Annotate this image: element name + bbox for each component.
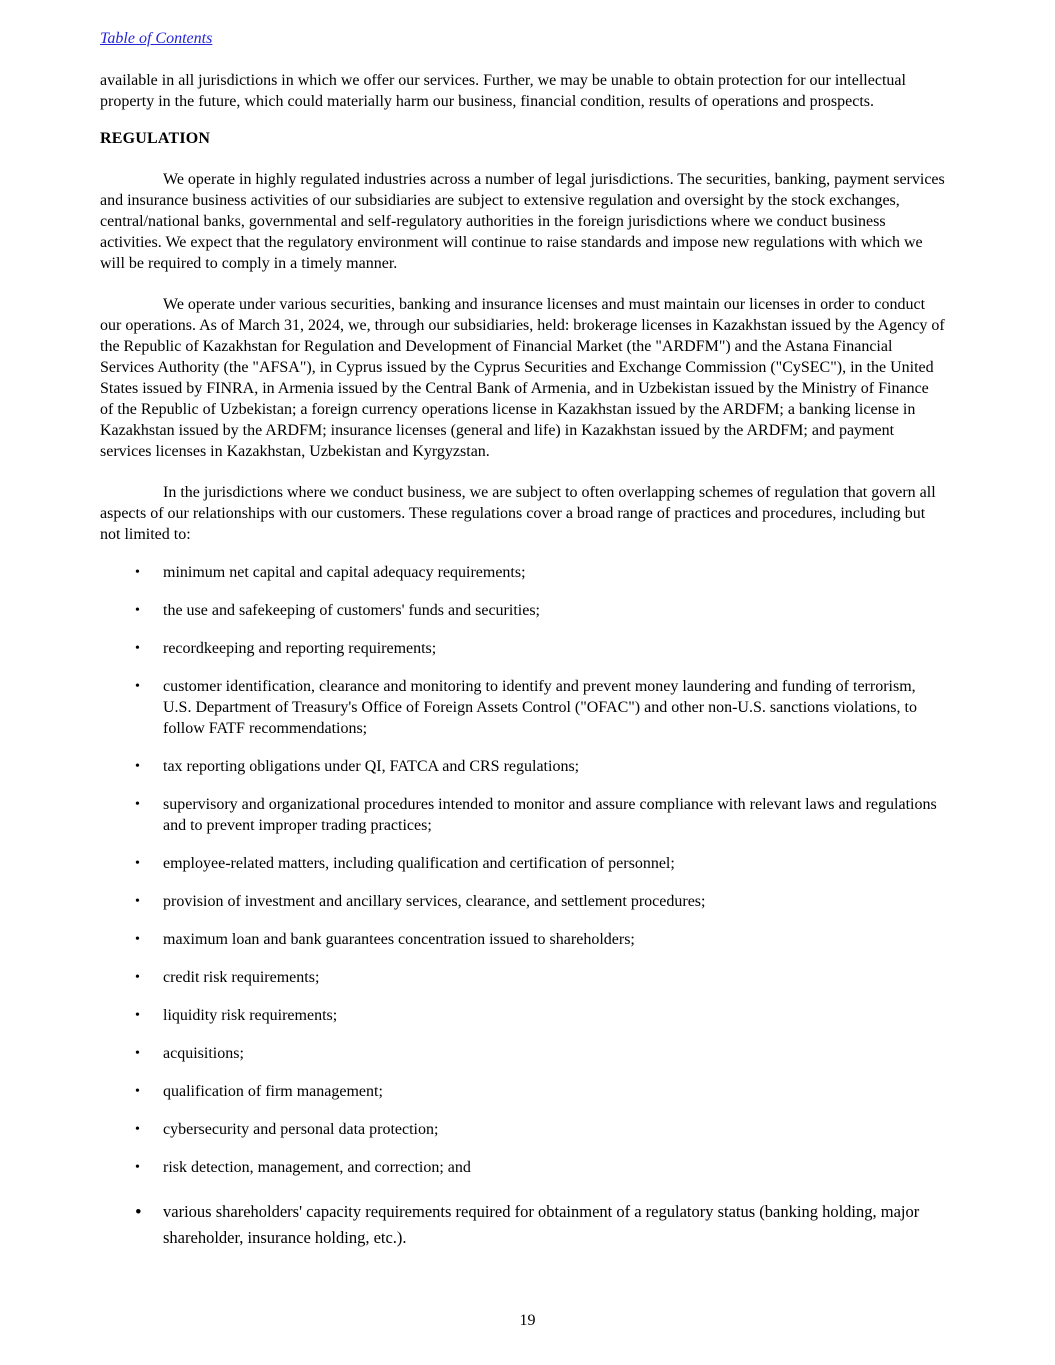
bullet-list-item xyxy=(100,853,945,874)
bullet-list-item xyxy=(100,929,945,950)
bullet-icon: • xyxy=(135,641,140,656)
bullet-icon: • xyxy=(135,932,140,947)
bullet-text: employee-related matters, including qualification and certification of personnel; xyxy=(163,855,675,872)
page-number: 19 xyxy=(519,1312,536,1329)
bullet-list-item xyxy=(100,794,945,836)
bullet-text: maximum loan and bank guarantees concentration issued to shareholders; xyxy=(163,931,635,948)
bullet-list-item xyxy=(100,562,945,583)
bullet-icon: • xyxy=(135,565,140,580)
bullet-list-item xyxy=(100,1199,945,1251)
bullet-icon: • xyxy=(135,1160,140,1175)
bullet-list-item xyxy=(100,600,945,621)
table-of-contents-link[interactable]: Table of Contents xyxy=(100,30,213,47)
bullet-icon: • xyxy=(135,1202,142,1223)
bullet-icon: • xyxy=(135,970,140,985)
bullet-list-item xyxy=(100,1043,945,1064)
bullet-list-item xyxy=(100,967,945,988)
bullet-text: minimum net capital and capital adequacy requirements; xyxy=(163,564,526,581)
bullet-list-item xyxy=(100,638,945,659)
bullet-icon: • xyxy=(135,603,140,618)
bullet-list-item xyxy=(100,756,945,777)
bullet-icon: • xyxy=(135,679,140,694)
bullet-text: supervisory and organizational procedures intended to monitor and assure compliance with relevant laws and regulations and to prevent improper trading practices; xyxy=(163,796,937,834)
bullet-list-item xyxy=(100,1005,945,1026)
intro-paragraph: available in all jurisdictions in which we offer our services. Further, we may be unable to obtain protection for our intellectual property in the future, which could materially harm our business, financial condition, results of operations and prospects. xyxy=(100,72,906,110)
bullet-icon: • xyxy=(135,856,140,871)
bullet-text: acquisitions; xyxy=(163,1045,244,1062)
bullet-text: tax reporting obligations under QI, FATCA and CRS regulations; xyxy=(163,758,580,775)
bullet-text: liquidity risk requirements; xyxy=(163,1007,338,1024)
bullet-list-item xyxy=(100,676,945,739)
bullet-list-item xyxy=(100,1157,945,1178)
bullet-text: qualification of firm management; xyxy=(163,1083,383,1100)
section-paragraph: We operate in highly regulated industries across a number of legal jurisdictions. The securities, banking, payment services and insurance business activities of our subsidiaries are subject to extensive regulation and oversight by the stock exchanges, central/national banks, governmental and self-regulatory authorities in the foreign jurisdictions where we conduct business activities. We expect that the regulatory environment will continue to raise standards and impose new regulations with which we will be required to comply in a timely manner. xyxy=(100,171,945,272)
section-heading-regulation: REGULATION xyxy=(100,130,211,147)
bullet-icon: • xyxy=(135,1046,140,1061)
bullet-text: risk detection, management, and correction; and xyxy=(163,1159,471,1176)
bullet-list-item xyxy=(100,891,945,912)
bullet-icon: • xyxy=(135,1008,140,1023)
section-paragraph: In the jurisdictions where we conduct business, we are subject to often overlapping schemes of regulation that govern all aspects of our relationships with our customers. These regulations cover a broad range of practices and procedures, including but not limited to: xyxy=(100,484,936,543)
bullet-list-item xyxy=(100,1081,945,1102)
bullet-list-item xyxy=(100,1119,945,1140)
regulation-bullet-list xyxy=(100,562,945,1251)
bullet-icon: • xyxy=(135,797,140,812)
bullet-text: customer identification, clearance and monitoring to identify and prevent money laundering and funding of terrorism, U.S. Department of Treasury's Office of Foreign Assets Control ("OFAC") and other non-U.S. sanctions violations, to follow FATF recommendations; xyxy=(163,678,917,737)
bullet-icon: • xyxy=(135,759,140,774)
section-paragraph: We operate under various securities, banking and insurance licenses and must maintain our licenses in order to conduct our operations. As of March 31, 2024, we, through our subsidiaries, held: brokerage licenses in Kazakhstan issued by the Agency of the Republic of Kazakhstan for Regulation and Development of Financial Market (the "ARDFM") and the Astana Financial Services Authority (the "AFSA"), in Cyprus issued by the Cyprus Securities and Exchange Commission ("CySEC"), in the United States issued by FINRA, in Armenia issued by the Central Bank of Armenia, and in Uzbekistan issued by the Ministry of Finance of the Republic of Uzbekistan; a foreign currency operations license in Kazakhstan issued by the ARDFM; a banking license in Kazakhstan issued by the ARDFM; insurance licenses (general and life) in Kazakhstan issued by the ARDFM; and payment services licenses in Kazakhstan, Uzbekistan and Kyrgyzstan. xyxy=(100,296,945,460)
bullet-text: various shareholders' capacity requirements required for obtainment of a regulatory status (banking holding, major shareholder, insurance holding, etc.). xyxy=(163,1202,920,1247)
bullet-text: credit risk requirements; xyxy=(163,969,320,986)
section-paragraphs xyxy=(100,169,945,545)
bullet-icon: • xyxy=(135,1084,140,1099)
bullet-icon: • xyxy=(135,894,140,909)
bullet-text: provision of investment and ancillary services, clearance, and settlement procedures; xyxy=(163,893,706,910)
bullet-text: the use and safekeeping of customers' funds and securities; xyxy=(163,602,540,619)
bullet-text: recordkeeping and reporting requirements; xyxy=(163,640,437,657)
bullet-text: cybersecurity and personal data protection; xyxy=(163,1121,439,1138)
bullet-icon: • xyxy=(135,1122,140,1137)
